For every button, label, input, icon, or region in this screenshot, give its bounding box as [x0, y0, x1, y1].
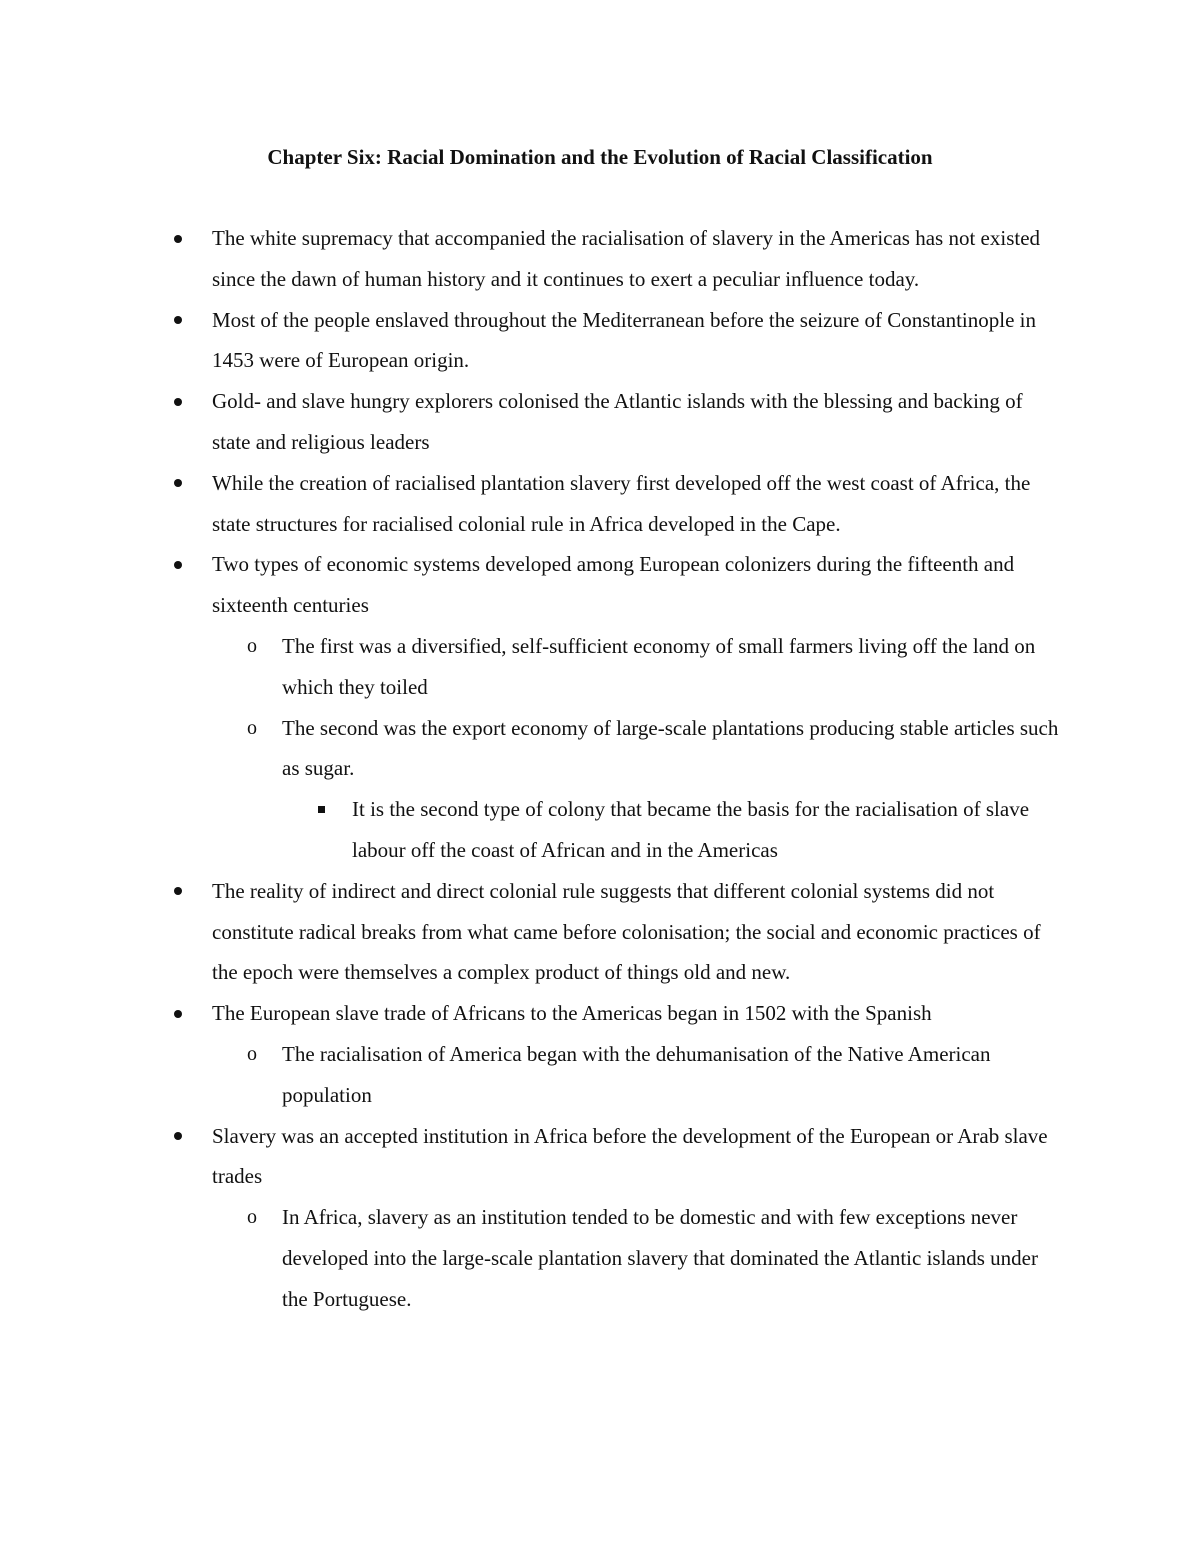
- list-item-text: Slavery was an accepted institution in Africa before the development of the European or Arab slave trades: [212, 1123, 1048, 1189]
- bullet-disc-icon: [174, 1116, 182, 1157]
- list-item: [0, 381, 1200, 463]
- list-item: [0, 300, 1200, 382]
- list-item: [0, 218, 1200, 300]
- list-item: [0, 463, 1200, 545]
- list-item-text: The second was the export economy of large-scale plantations producing stable articles such as sugar.: [282, 715, 1059, 781]
- list-item-text: The reality of indirect and direct colonial rule suggests that different colonial systems did not constitute radical breaks from what came before colonisation; the social and economic practices of the epoch were themselves a complex product of things old and new.: [212, 878, 1041, 985]
- page-title: Chapter Six: Racial Domination and the Evolution of Racial Classification: [267, 145, 933, 169]
- bullet-circle-icon: o: [247, 716, 257, 739]
- sub-sub-list-item: [0, 789, 1200, 871]
- list-item-text: While the creation of racialised plantation slavery first developed off the west coast of Africa, the state structures for racialised colonial rule in Africa developed in the Cape.: [212, 470, 1031, 536]
- bullet-disc-icon: [174, 381, 182, 422]
- bullet-disc-icon: [174, 463, 182, 504]
- bullet-circle-icon: o: [247, 1042, 257, 1065]
- sub-list-item: [0, 1034, 1200, 1116]
- bullet-disc-icon: [174, 544, 182, 585]
- list-item-text: The first was a diversified, self-sufficient economy of small farmers living off the land on which they toiled: [282, 633, 1036, 699]
- list-item: [0, 544, 1200, 626]
- list-item-text: The racialisation of America began with the dehumanisation of the Native American population: [282, 1041, 991, 1107]
- bullet-circle-icon: o: [247, 1206, 257, 1229]
- bullet-square-icon: [318, 789, 325, 830]
- list-item: [0, 871, 1200, 993]
- list-item-text: The European slave trade of Africans to the Americas began in 1502 with the Spanish: [212, 1001, 932, 1026]
- list-item: [0, 1116, 1200, 1198]
- sub-list-item: [0, 1197, 1200, 1319]
- list-item: [0, 993, 1200, 1034]
- bullet-disc-icon: [174, 993, 182, 1034]
- list-item-text: Two types of economic systems developed among European colonizers during the fifteenth and sixteenth centuries: [212, 552, 1015, 618]
- list-item-text: In Africa, slavery as an institution tended to be domestic and with few exceptions never developed into the large-scale plantation slavery that dominated the Atlantic islands under the Portuguese.: [282, 1205, 1038, 1311]
- list-item-text: Gold- and slave hungry explorers colonised the Atlantic islands with the blessing and backing of state and religious leaders: [212, 389, 1023, 454]
- bullet-disc-icon: [174, 218, 182, 259]
- bullet-circle-icon: o: [247, 634, 257, 657]
- sub-list-item: [0, 626, 1200, 708]
- list-item-text: It is the second type of colony that became the basis for the racialisation of slave labour off the coast of African and in the Americas: [352, 797, 1030, 862]
- bullet-disc-icon: [174, 300, 182, 341]
- bullet-disc-icon: [174, 871, 182, 912]
- list-item-text: The white supremacy that accompanied the racialisation of slavery in the Americas has not existed since the dawn of human history and it continues to exert a peculiar influence today.: [212, 226, 1041, 291]
- bullet-list: [0, 218, 1200, 1320]
- list-item-text: Most of the people enslaved throughout the Mediterranean before the seizure of Constantinople in 1453 were of European origin.: [212, 307, 1037, 373]
- sub-list-item: [0, 708, 1200, 790]
